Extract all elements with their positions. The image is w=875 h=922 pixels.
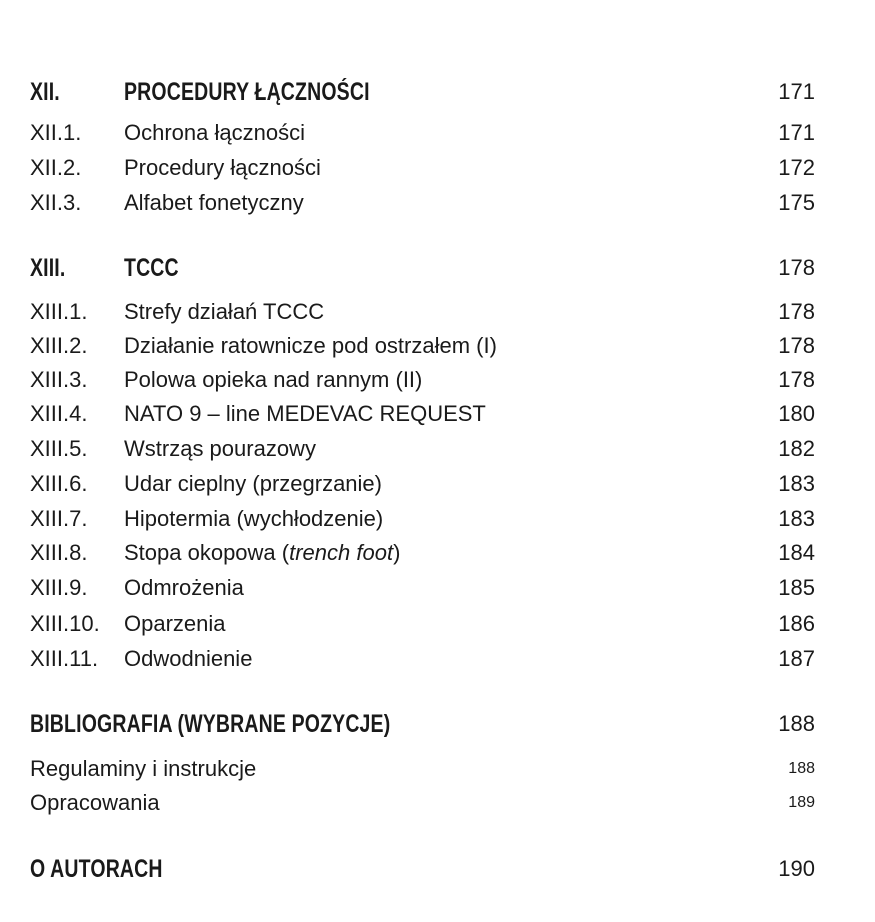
toc-entry bbox=[30, 432, 815, 466]
entry-page: 187 bbox=[778, 646, 815, 671]
entry-page: 178 bbox=[778, 367, 815, 392]
authors-heading bbox=[30, 852, 815, 886]
entry-number: XIII.11. bbox=[30, 646, 99, 671]
chapter-title: PROCEDURY ŁĄCZNOŚCI bbox=[124, 77, 370, 106]
toc-entry bbox=[30, 502, 815, 536]
entry-title bbox=[124, 540, 755, 566]
entry-title: Strefy działań TCCC bbox=[124, 299, 325, 324]
entry-title: Wstrząs pourazowy bbox=[124, 436, 316, 461]
entry-page: 183 bbox=[778, 506, 815, 531]
chapter-number: XIII. bbox=[30, 253, 66, 282]
entry-number: XIII.10. bbox=[30, 611, 100, 636]
entry-number: XIII.7. bbox=[30, 506, 88, 531]
entry-page: 180 bbox=[778, 401, 815, 426]
entry-page: 175 bbox=[778, 190, 815, 215]
toc-entry bbox=[30, 363, 815, 397]
authors-title: O AUTORACH bbox=[30, 854, 163, 883]
toc-entry bbox=[30, 536, 815, 570]
entry-number: XIII.2. bbox=[30, 333, 88, 358]
entry-title: NATO 9 – line MEDEVAC REQUEST bbox=[124, 401, 486, 426]
entry-page: 171 bbox=[778, 120, 815, 145]
entry-number: XIII.3. bbox=[30, 367, 88, 392]
entry-title: Udar cieplny (przegrzanie) bbox=[124, 471, 382, 496]
toc-entry bbox=[30, 329, 815, 363]
entry-number: XIII.8. bbox=[30, 540, 88, 565]
entry-title-text: Stopa okopowa ( bbox=[124, 540, 290, 565]
entry-page: 178 bbox=[778, 299, 815, 324]
entry-page: 188 bbox=[788, 760, 815, 777]
entry-title: Odmrożenia bbox=[124, 575, 244, 600]
entry-page: 185 bbox=[778, 575, 815, 600]
entry-number: XII.3. bbox=[30, 190, 82, 215]
entry-number: XII.1. bbox=[30, 120, 82, 145]
chapter-title: TCCC bbox=[124, 253, 179, 282]
entry-page: 186 bbox=[778, 611, 815, 636]
entry-title: Hipotermia (wychłodzenie) bbox=[124, 506, 384, 531]
entry-number: XIII.5. bbox=[30, 436, 88, 461]
entry-page: 172 bbox=[778, 155, 815, 180]
toc-entry bbox=[30, 186, 815, 220]
entry-title: Odwodnienie bbox=[124, 646, 253, 671]
entry-title: Alfabet fonetyczny bbox=[124, 190, 304, 215]
toc-entry bbox=[30, 571, 815, 605]
toc-entry bbox=[30, 607, 815, 641]
entry-title-italic: trench foot bbox=[289, 540, 394, 565]
entry-page: 183 bbox=[778, 471, 815, 496]
bibliography-entry bbox=[30, 786, 815, 820]
bibliography-page: 188 bbox=[778, 711, 815, 736]
entry-title: Procedury łączności bbox=[124, 155, 321, 180]
entry-page: 189 bbox=[788, 794, 815, 811]
entry-title: Ochrona łączności bbox=[124, 120, 305, 145]
authors-page: 190 bbox=[778, 856, 815, 881]
entry-page: 178 bbox=[778, 333, 815, 358]
entry-number: XIII.1. bbox=[30, 299, 88, 324]
entry-title: Oparzenia bbox=[124, 611, 226, 636]
table-of-contents bbox=[30, 0, 820, 922]
bibliography-entry bbox=[30, 752, 815, 786]
toc-entry bbox=[30, 642, 815, 676]
entry-number: XIII.6. bbox=[30, 471, 88, 496]
entry-number: XIII.4. bbox=[30, 401, 88, 426]
toc-entry bbox=[30, 467, 815, 501]
chapter-number: XII. bbox=[30, 77, 60, 106]
toc-entry bbox=[30, 151, 815, 185]
entry-title: Opracowania bbox=[30, 790, 160, 815]
entry-title: Regulaminy i instrukcje bbox=[30, 756, 257, 781]
entry-page: 182 bbox=[778, 436, 815, 461]
chapter-page: 178 bbox=[778, 255, 815, 280]
chapter-heading bbox=[30, 251, 815, 285]
entry-title: Działanie ratownicze pod ostrzałem (I) bbox=[124, 333, 497, 358]
entry-title-suffix: ) bbox=[393, 540, 401, 565]
bibliography-title: BIBLIOGRAFIA (WYBRANE POZYCJE) bbox=[30, 709, 391, 738]
entry-title: Polowa opieka nad rannym (II) bbox=[124, 367, 423, 392]
entry-number: XII.2. bbox=[30, 155, 82, 180]
bibliography-heading bbox=[30, 707, 815, 741]
toc-entry bbox=[30, 295, 815, 329]
toc-entry bbox=[30, 397, 815, 431]
chapter-page: 171 bbox=[778, 79, 815, 104]
chapter-heading bbox=[30, 75, 815, 109]
toc-entry bbox=[30, 116, 815, 150]
entry-number: XIII.9. bbox=[30, 575, 88, 600]
entry-page: 184 bbox=[778, 540, 815, 565]
